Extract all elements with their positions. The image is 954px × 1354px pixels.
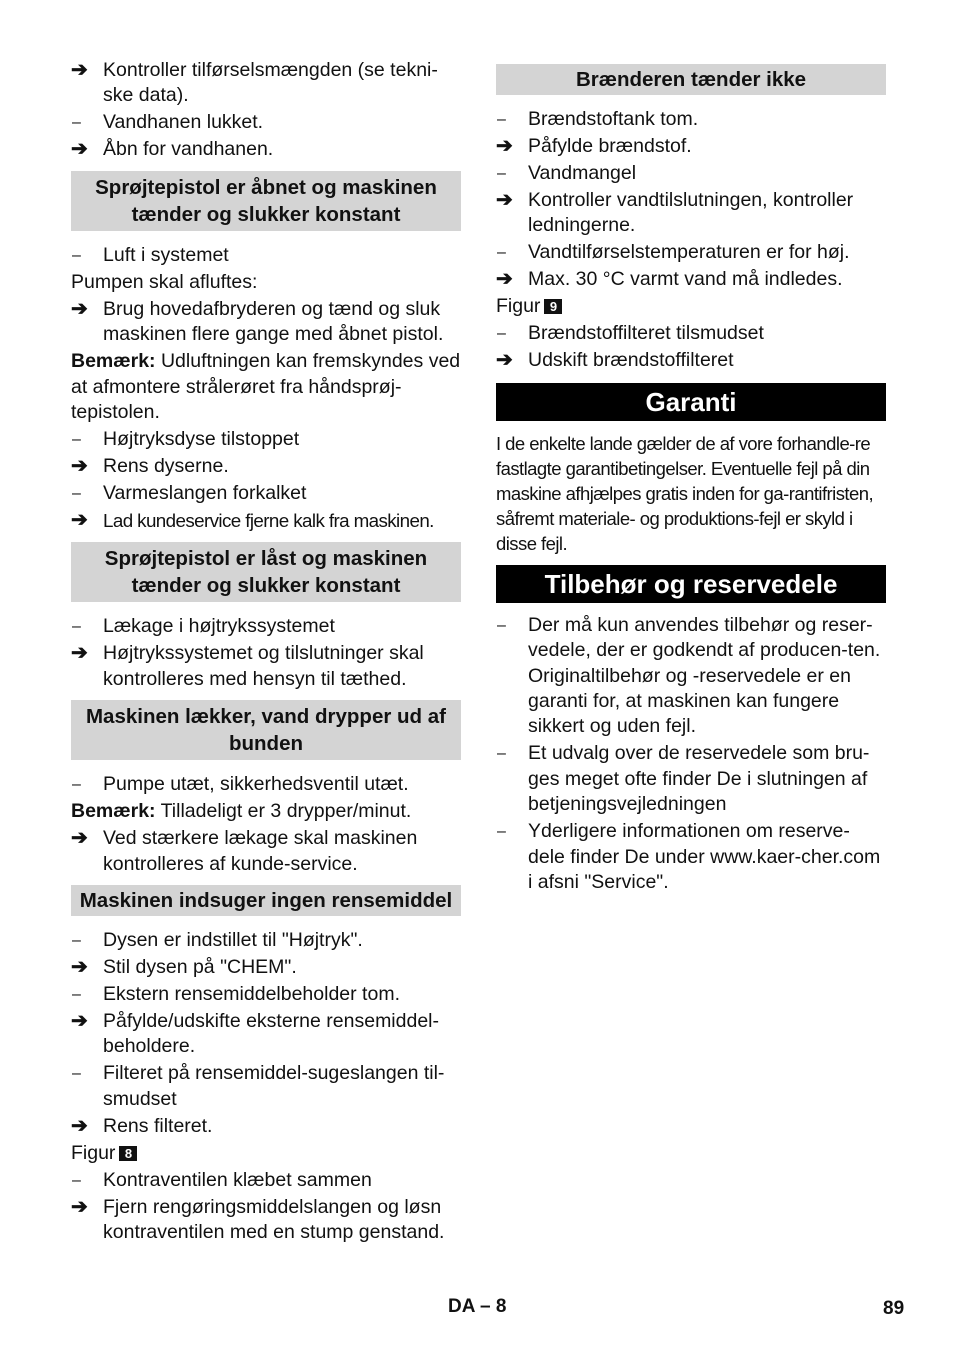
footer-page-number: 89: [883, 1298, 905, 1319]
list-item-text: Filteret på rensemiddel-sugeslangen til-smudset: [103, 1062, 445, 1110]
list-item: [71, 243, 461, 268]
list-item: [496, 819, 886, 895]
figure-number: 8: [119, 1146, 137, 1161]
figure-ref-9: [496, 294, 886, 319]
list-item-text: Rens filteret.: [103, 1114, 213, 1137]
right-column: [496, 64, 886, 897]
list-item: [71, 137, 461, 162]
list-item: [496, 134, 886, 159]
heading-no-detergent: Maskinen indsuger ingen rensemiddel: [71, 885, 461, 916]
list-item-text: Yderligere informationen om reserve-dele finder De under www.kaer-cher.com i afsni "Service".: [528, 820, 881, 894]
arrow-icon: ➔: [71, 509, 88, 532]
list-item: [496, 240, 886, 265]
left-list-8: [71, 1168, 461, 1246]
list-item-text: Vandtilførselstemperaturen er for høj.: [528, 241, 850, 264]
list-item-text: Lad kundeservice fjerne kalk fra maskinen.: [103, 510, 434, 532]
list-item: [71, 641, 461, 692]
list-item: [496, 188, 886, 239]
heading-tilbehor: Tilbehør og reservedele: [496, 565, 886, 603]
arrow-icon: ➔: [71, 1195, 88, 1218]
list-item-text: Brændstoftank tom.: [528, 108, 699, 130]
left-list-7: [71, 928, 461, 1139]
list-item: [496, 321, 886, 346]
dash-bullet: –: [497, 165, 506, 182]
left-column: [71, 58, 461, 1247]
list-item-text: Højtryksdyse tilstoppet: [103, 428, 300, 451]
list-item: [71, 1168, 461, 1193]
footer-language-code: DA – 8: [448, 1296, 507, 1317]
note-label: Bemærk:: [71, 350, 156, 373]
list-item: [71, 1195, 461, 1246]
list-item: [496, 613, 886, 740]
list-item-text: Pumpe utæt, sikkerhedsventil utæt.: [103, 773, 409, 796]
dash-bullet: –: [497, 745, 506, 763]
list-item-text: Rens dyserne.: [103, 455, 229, 478]
arrow-icon: ➔: [496, 349, 513, 372]
heading-pistol-locked: Sprøjtepistol er låst og maskinen tænder og slukker konstant: [71, 542, 461, 602]
list-item-text: Stil dysen på "CHEM".: [103, 956, 297, 979]
list-item-text: Åbn for vandhanen.: [103, 138, 274, 161]
dash-bullet: –: [497, 616, 506, 634]
dash-bullet: –: [72, 1171, 81, 1189]
heading-burner: Brænderen tænder ikke: [496, 64, 886, 95]
right-list-2: [496, 321, 886, 373]
dash-bullet: –: [497, 325, 506, 343]
list-item-text: Kontroller vandtilslutningen, kontroller ledningerne.: [528, 189, 854, 237]
arrow-icon: ➔: [71, 455, 88, 478]
list-item-text: Fjern rengøringsmiddelslangen og løsn kontraventilen med en stump genstand.: [103, 1195, 445, 1244]
list-item: [71, 982, 461, 1007]
note-label: Bemærk:: [71, 800, 156, 823]
dash-bullet: –: [72, 932, 81, 950]
arrow-icon: ➔: [496, 135, 513, 157]
note-venting: [71, 349, 461, 425]
list-item: [71, 826, 461, 877]
arrow-icon: ➔: [71, 138, 88, 161]
list-item: [71, 110, 461, 135]
arrow-icon: ➔: [71, 297, 88, 320]
list-item-text: Brændstoffilteret tilsmudset: [528, 322, 764, 345]
left-list-5: [71, 772, 461, 797]
list-item: [496, 267, 886, 292]
figure-number: 9: [544, 299, 562, 314]
figure-label: Figur: [71, 1141, 116, 1164]
list-item-text: Lækage i højtrykssystemet: [103, 615, 335, 638]
list-item-text: Højtrykssystemet og tilslutninger skal kontrolleres med hensyn til tæthed.: [103, 642, 424, 690]
list-item-text: Vandmangel: [528, 162, 637, 184]
list-item-text: Brug hovedafbryderen og tænd og sluk maskinen flere gange med åbnet pistol.: [103, 297, 444, 346]
list-item: [71, 1009, 461, 1060]
left-list-2: [71, 243, 461, 348]
note-text: Udluftningen kan fremskyndes ved at afmontere strålerøret fra håndsprøj-tepistolen.: [71, 350, 461, 424]
right-list-1: [496, 107, 886, 293]
dash-bullet: –: [497, 244, 506, 262]
arrow-icon: ➔: [71, 59, 88, 81]
list-item-text: Påfylde/udskifte eksterne rensemiddel-beholdere.: [103, 1010, 440, 1058]
arrow-icon: ➔: [71, 642, 88, 665]
list-item: [71, 1114, 461, 1139]
list-item: [71, 928, 461, 953]
figure-label: Figur: [496, 295, 541, 318]
list-item-text: Ved stærkere lækage skal maskinen kontrolleres af kunde-service.: [103, 827, 418, 875]
list-item-text: Kontroller tilførselsmængden (se tekni-ske data).: [103, 59, 438, 107]
dash-bullet: –: [497, 111, 506, 128]
list-item: [71, 1061, 461, 1112]
dash-bullet: –: [72, 1065, 81, 1083]
right-list-3: [496, 613, 886, 896]
list-item: [496, 161, 886, 186]
arrow-icon: ➔: [71, 956, 88, 979]
list-item-text: Luft i systemet: [103, 243, 229, 266]
arrow-icon: ➔: [496, 268, 513, 291]
list-item: [71, 955, 461, 980]
list-item-text: Der må kun anvendes tilbehør og reser-vedele, der er godkendt af producen-ten. Originaltilbehør og -reservedele er en garanti for, at maskinen kan fungere sikkert og uden fejl.: [528, 613, 881, 738]
heading-pistol-open: Sprøjtepistol er åbnet og maskinen tænder og slukker konstant: [71, 171, 461, 231]
list-item-text: Vandhanen lukket.: [103, 111, 264, 134]
list-item-text: Ekstern rensemiddelbeholder tom.: [103, 983, 400, 1006]
left-list-6: [71, 826, 461, 877]
list-item: [496, 107, 886, 132]
list-item: [71, 58, 461, 109]
list-item-text: Udskift brændstoffilteret: [528, 349, 734, 372]
left-list-4: [71, 614, 461, 692]
list-item: [71, 614, 461, 639]
list-item-text: Varmeslangen forkalket: [103, 482, 307, 505]
list-item-text: Et udvalg over de reservedele som bru-ges meget ofte finder De i slutningen af betjeningsvejledningen: [528, 742, 870, 816]
list-item: [71, 297, 461, 348]
paragraph: Pumpen skal afluftes:: [71, 270, 258, 293]
figure-ref-8: [71, 1141, 461, 1166]
list-item-text: Kontraventilen klæbet sammen: [103, 1168, 372, 1191]
list-item: [496, 348, 886, 373]
list-item-text: Påfylde brændstof.: [528, 135, 692, 157]
left-list-1: [71, 58, 461, 163]
list-item: [496, 741, 886, 817]
heading-machine-leaks: Maskinen lækker, vand drypper ud af bunden: [71, 700, 461, 760]
dash-bullet: –: [72, 485, 81, 503]
left-list-3: [71, 427, 461, 506]
garanti-text: I de enkelte lande gælder de af vore forhandle-re fastlagte garantibetingelser. Eventuelle fejl på din maskine afhjælpes gratis inden for ga-rantifristen, såfremt materiale- og produktions-fejl er skyld i disse fejl.: [496, 432, 874, 554]
dash-bullet: –: [72, 618, 81, 636]
list-item: [71, 772, 461, 797]
list-item: [71, 427, 461, 452]
dash-bullet: –: [497, 823, 506, 841]
list-item: [71, 454, 461, 479]
list-item: [71, 481, 461, 506]
list-item-text: Dysen er indstillet til "Højtryk".: [103, 929, 363, 952]
dash-bullet: –: [72, 431, 81, 449]
dash-bullet: –: [72, 986, 81, 1004]
note-drips: [71, 799, 461, 824]
heading-garanti: Garanti: [496, 383, 886, 421]
dash-bullet: –: [72, 776, 81, 794]
arrow-icon: ➔: [71, 1114, 88, 1137]
list-item-descale: [71, 508, 461, 534]
list-item-text: Max. 30 °C varmt vand må indledes.: [528, 268, 843, 291]
note-text: Tilladeligt er 3 drypper/minut.: [155, 800, 412, 823]
arrow-icon: ➔: [71, 827, 88, 850]
dash-bullet: –: [72, 246, 81, 264]
dash-bullet: –: [72, 114, 81, 132]
arrow-icon: ➔: [71, 1010, 88, 1033]
arrow-icon: ➔: [496, 189, 513, 211]
